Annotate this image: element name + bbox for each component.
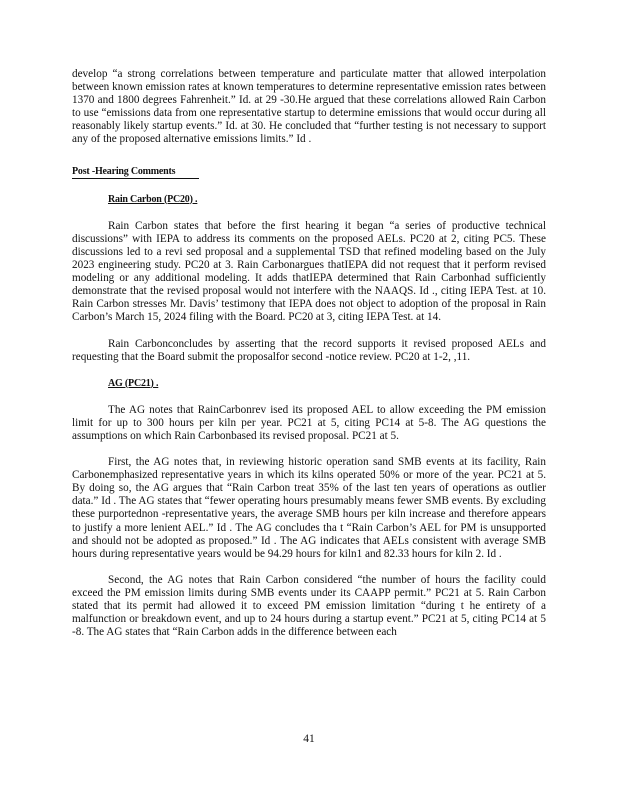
paragraph-rain-carbon-discussions: Rain Carbon states that before the first hearing it began “a series of productive technical discussions” with IEPA to address its comments on the proposed AELs. PC20 at 2, citing PC5. These discussions led to a revi sed proposal and a supplemental TSD that refined modeling based on the July 2023 engineering study. PC20 at 3. Rain Carbonargues thatIEPA did not request that it perform revised modeling or any additional modeling. It adds thatIEPA determined that Rain Carbonhad sufficiently demonstrate that the revised proposal would not interfere with the NAAQS. Id ., citing IEPA Test. at 10. Rain Carbon stresses Mr. Davis’ testimony that IEPA does not object to adoption of the proposal in Rain Carbon’s March 15, 2024 filing with the Board. PC20 at 3, citing IEPA Test. at 14. xyxy=(72,219,546,324)
heading-ag-pc21: AG (PC21) . xyxy=(108,377,159,389)
paragraph-ag-first-point: First, the AG notes that, in reviewing historic operation sand SMB events at its facility, Rain Carbonemphasized representative years in which its kilns operated 50% or more of the year. PC21 at 5. By doing so, the AG argues that “Rain Carbon treat 35% of the last ten years of operations as outlier data.” Id . The AG states that “fewer operating hours presumably means fewer SMB events. By excluding these purportednon -representative years, the average SMB hours per kiln increase and therefore appears to justify a more lenient AEL.” Id . The AG concludes tha t “Rain Carbon’s AEL for PM is unsupported and should not be adopted as proposed.” Id . The AG indicates that AELs consistent with average SMB hours during representative years would be 94.29 hours for kiln1 and 82.33 hours for kiln 2. Id . xyxy=(72,456,546,560)
paragraph-rain-carbon-conclusion: Rain Carbonconcludes by asserting that the record supports it revised proposed AELs and requesting that the Board submit the proposalfor second -notice review. PC20 at 1-2, ,11. xyxy=(72,337,546,363)
page-number: 41 xyxy=(303,733,315,745)
paragraph-ag-notes: The AG notes that RainCarbonrev ised its proposed AEL to allow exceeding the PM emission limit for up to 300 hours per kiln per year. PC21 at 5, citing PC14 at 5-8. The AG questions the assumptions on which Rain Carbonbased its revised proposal. PC21 at 5. xyxy=(72,403,546,442)
paragraph-ag-second-point: Second, the AG notes that Rain Carbon considered “the number of hours the facility could exceed the PM emission limits during SMB events under its CAAPP permit.” PC21 at 5. Rain Carbon stated that its permit had allowed it to exceed PM emission limitation “during t he entirety of a malfunction or breakdown event, and up to 24 hours during a startup event.” PC21 at 5, citing PC14 at 5 -8. The AG states that “Rain Carbon adds in the difference between each xyxy=(72,573,546,639)
document-page xyxy=(72,68,546,639)
heading-post-hearing-comments: Post -Hearing Comments xyxy=(72,165,199,179)
heading-rain-carbon-pc20: Rain Carbon (PC20) . xyxy=(108,193,198,205)
paragraph-continued-testimony: develop “a strong correlations between temperature and particulate matter that allowed interpolation between known emission rates at known temperatures to determine representative emission rates between 1370 and 1800 degrees Fahrenheit.” Id. at 29 -30.He argued that these correlations allowed Rain Carbon to use “emissions data from one representative startup to determine emissions that would occur during all reasonably likely startup events.” Id. at 30. He concluded that “further testing is not necessary to support any of the proposed alternative emissions limits.” Id . xyxy=(72,68,546,146)
